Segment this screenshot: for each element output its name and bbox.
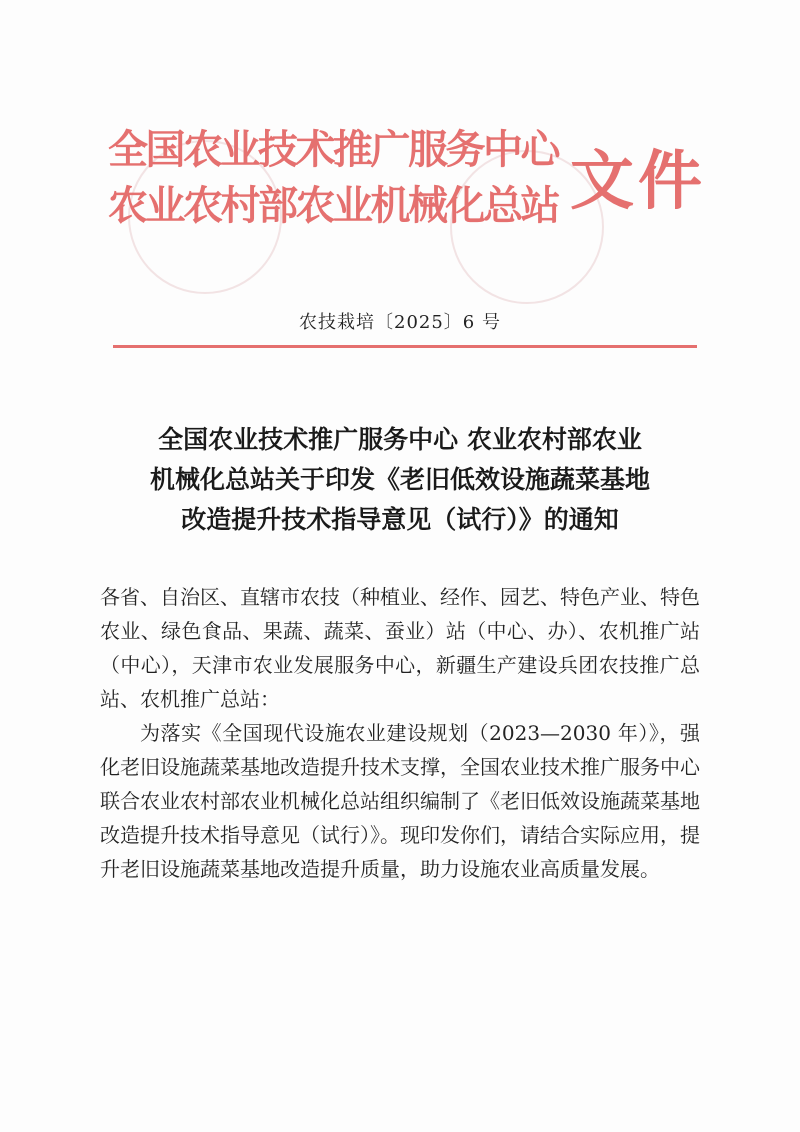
- issuing-organizations: [108, 122, 568, 234]
- title-line-1: 全国农业技术推广服务中心 农业农村部农业: [158, 425, 642, 454]
- red-divider-line: [113, 345, 697, 348]
- document-type-label: 文件: [570, 144, 706, 219]
- document-title: [100, 420, 700, 540]
- body-paragraph-1: 为落实《全国现代设施农业建设规划（2023—2030 年）》，强化老旧设施蔬菜基地改造提升技术支撑，全国农业技术推广服务中心联合农业农村部农业机械化总站组织编制了《老旧低效设施蔬菜基地改造提升技术指导意见（试行）》。现印发你们，请结合实际应用，提升老旧设施蔬菜基地改造提升质量，助力设施农业高质量发展。: [100, 721, 700, 881]
- document-number: 农技栽培〔2025〕6 号: [299, 312, 501, 333]
- addressee: 各省、自治区、直辖市农技（种植业、经作、园艺、特色产业、特色农业、绿色食品、果蔬、蔬菜、蚕业）站（中心、办）、农机推广站（中心），天津市农业发展服务中心，新疆生产建设兵团农技推广总站、农机推广总站：: [100, 585, 700, 711]
- document-body: [100, 580, 700, 886]
- title-line-3: 改造提升技术指导意见（试行）》的通知: [181, 505, 619, 534]
- document-header: [108, 122, 708, 242]
- title-line-2: 机械化总站关于印发《老旧低效设施蔬菜基地: [149, 465, 650, 494]
- org-line-2: 农业农村部农业机械化总站: [108, 182, 558, 229]
- org-line-1: 全国农业技术推广服务中心: [108, 126, 558, 173]
